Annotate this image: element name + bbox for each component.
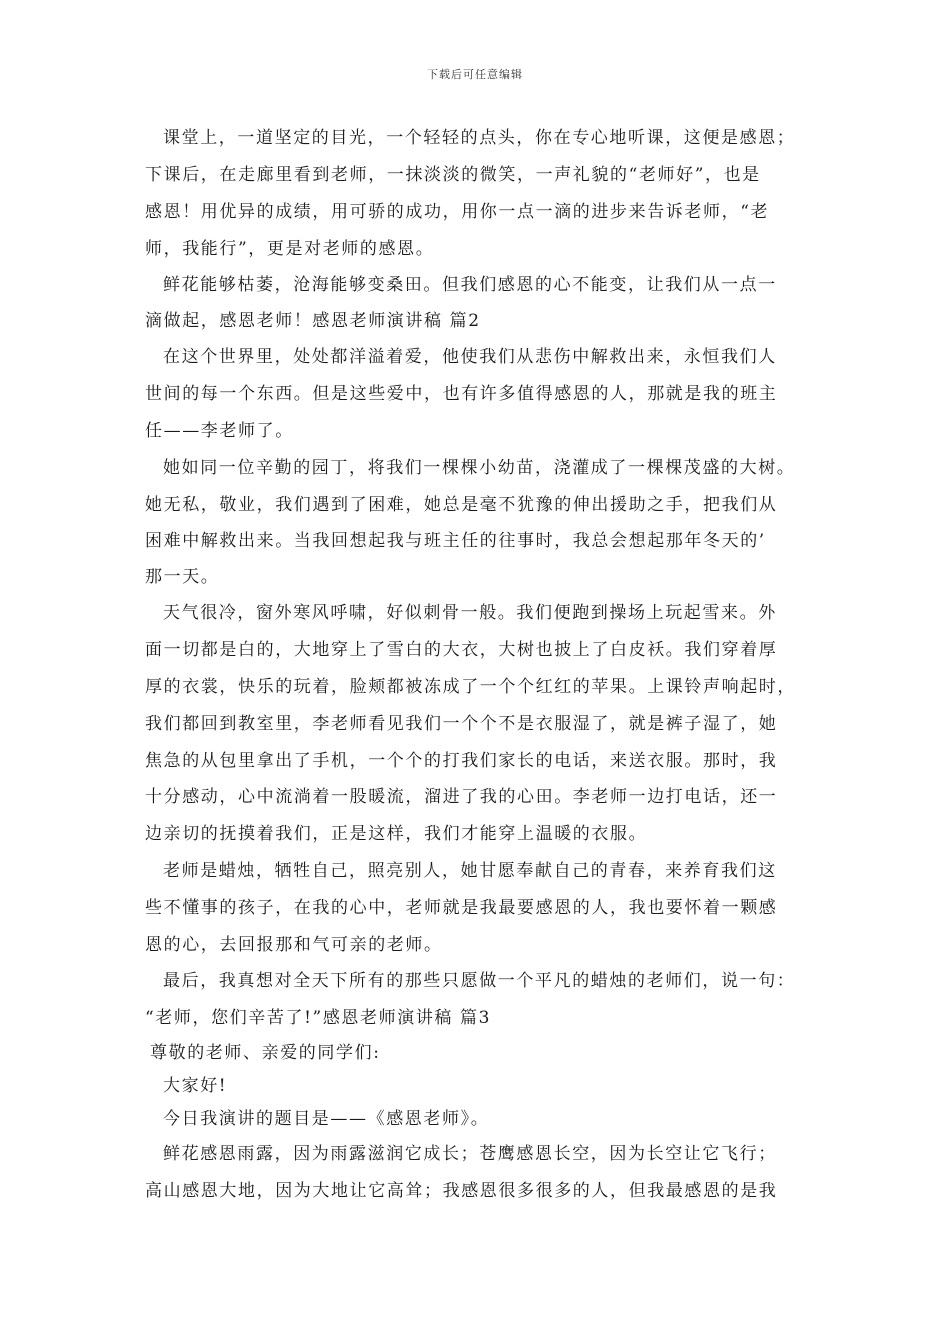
text-line: 高山感恩大地，因为大地让它高耸；我感恩很多很多的人，但我最感恩的是我 — [145, 1181, 778, 1201]
text-line: 今日我演讲的题目是——《感恩老师》。 — [163, 1109, 490, 1129]
text-line: 厚的衣裳，快乐的玩着，脸颊都被冻成了一个个红红的苹果。上课铃声响起时， — [145, 677, 796, 697]
text-line: 焦急的从包里拿出了手机，一个个的打我们家长的电话，来送衣服。那时，我 — [145, 751, 778, 771]
text-line: 那一天。 — [145, 567, 220, 587]
text-line: 天气很冷，窗外寒风呼啸，好似刺骨一般。我们便跑到操场上玩起雪来。外 — [163, 603, 777, 623]
text-line: 鲜花感恩雨露，因为雨露滋润它成长；苍鹰感恩长空，因为长空让它飞行； — [163, 1144, 777, 1164]
text-line: 最后，我真想对全天下所有的那些只愿做一个平凡的蜡烛的老师们，说一句： — [163, 971, 796, 991]
text-line: 任——李老师了。 — [145, 421, 294, 441]
text-line: 我们都回到教室里，李老师看见我们一个个不是衣服湿了，就是裤子湿了，她 — [145, 714, 778, 734]
text-line: 课堂上，一道坚定的目光，一个轻轻的点头，你在专心地听课，这便是感恩； — [163, 128, 796, 148]
text-line: 边亲切的抚摸着我们，正是这样，我们才能穿上温暖的衣服。 — [145, 824, 648, 844]
text-line: 她如同一位辛勤的园丁，将我们一棵棵小幼苗，浇灌成了一棵棵茂盛的大树。 — [163, 458, 796, 478]
text-line: 滴做起，感恩老师！感恩老师演讲稿 篇2 — [145, 311, 481, 331]
text-line: 困难中解救出来。当我回想起我与班主任的往事时，我总会想起那年冬天的’ — [145, 531, 766, 551]
text-line: 十分感动，心中流淌着一股暖流，溜进了我的心田。李老师一边打电话，还一 — [145, 787, 778, 807]
text-line: 鲜花能够枯萎，沧海能够变桑田。但我们感恩的心不能变，让我们从一点一 — [163, 275, 777, 295]
text-line: 下课后，在走廊里看到老师，一抹淡淡的微笑，一声礼貌的“老师好”，也是 — [145, 165, 761, 185]
text-line: 些不懂事的孩子，在我的心中，老师就是我最要感恩的人，我也要怀着一颗感 — [145, 898, 778, 918]
text-line: 大家好! — [163, 1076, 228, 1096]
header-note: 下载后可任意编辑 — [427, 68, 523, 81]
text-line: 面一切都是白的，大地穿上了雪白的大衣，大树也披上了白皮袄。我们穿着厚 — [145, 640, 778, 660]
text-line: 恩的心，去回报那和气可亲的老师。 — [145, 935, 443, 955]
text-line: 感恩！用优异的成绩，用可骄的成功，用你一点一滴的进步来告诉老师，“老 — [145, 202, 770, 222]
text-line: 她无私，敬业，我们遇到了困难，她总是毫不犹豫的伸出援助之手，把我们从 — [145, 495, 778, 515]
text-line: “老师，您们辛苦了!”感恩老师演讲稿 篇3 — [145, 1008, 492, 1028]
text-line: 尊敬的老师、亲爱的同学们: — [150, 1043, 381, 1063]
text-line: 在这个世界里，处处都洋溢着爱，他使我们从悲伤中解救出来，永恒我们人 — [163, 347, 777, 367]
text-line: 师，我能行”，更是对老师的感恩。 — [145, 239, 435, 259]
text-line: 世间的每一个东西。但是这些爱中，也有许多值得感恩的人，那就是我的班主 — [145, 384, 778, 404]
text-line: 老师是蜡烛，牺牲自己，照亮别人，她甘愿奉献自己的青春，来养育我们这 — [163, 861, 777, 881]
